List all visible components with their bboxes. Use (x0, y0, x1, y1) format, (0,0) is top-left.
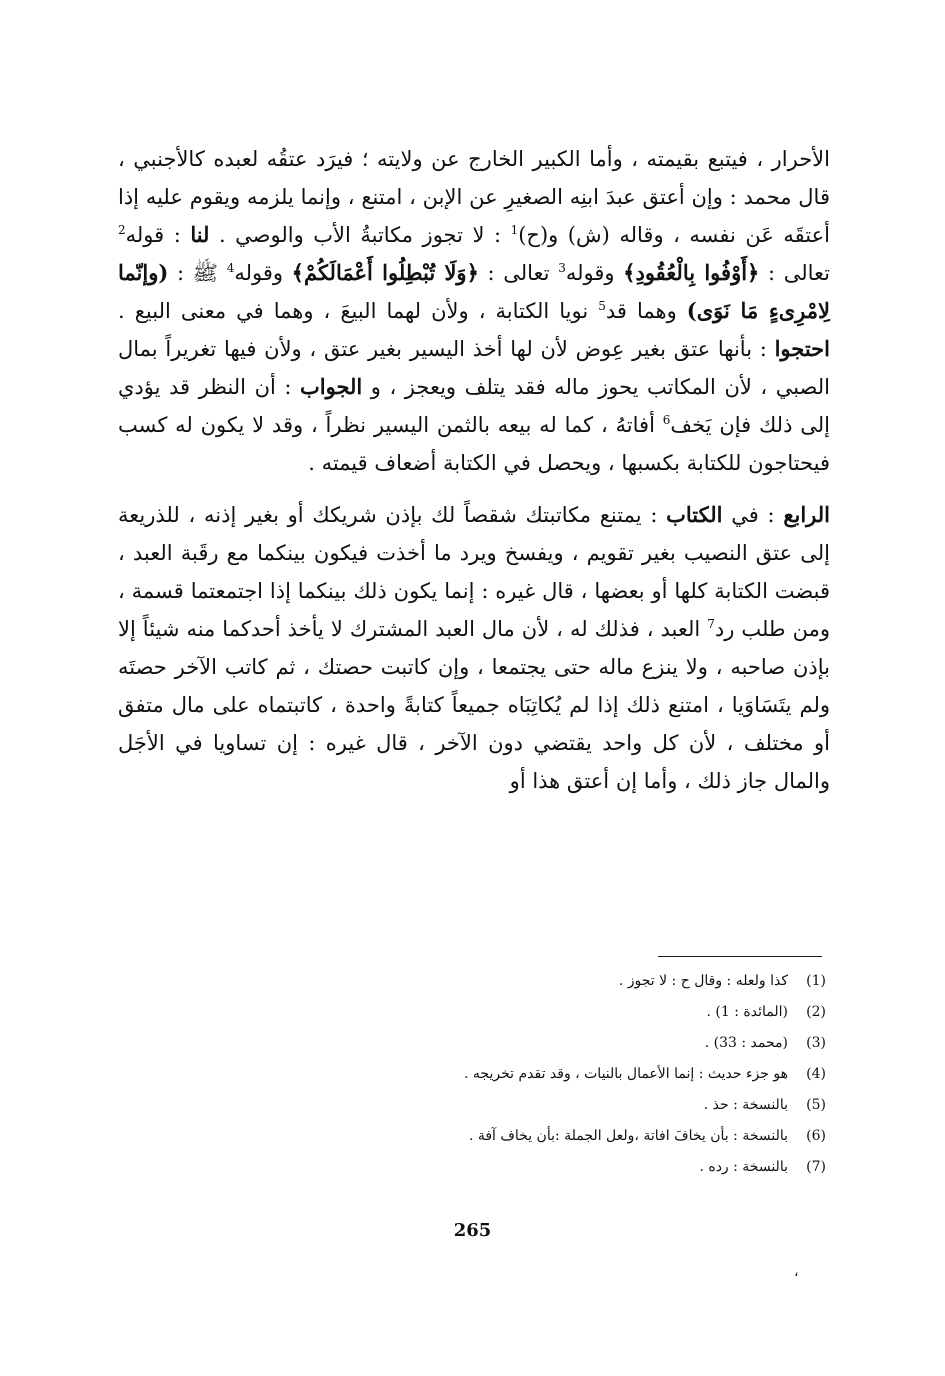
text-run: : يمتنع مكاتبتك شقصاً لك بإذن شريكك أو بغير إذنه ، للذريعة إلى عتق النصيب بغير تقويم ، ويفسخ ويرد ما أخذت فيكون بينكما مع رقَبة العبد ، قبضت الكتابة كلها أو بعضها ، قال غيره : إنما يكون ذلك بينكما إذا اجتمعتما قسمة ، ومن طلب رد (118, 503, 830, 641)
main-text (118, 140, 830, 800)
footnote (330, 1121, 826, 1152)
text-run: الأحرار ، فيتبع بقيمته ، وأما الكبير الخارج عن ولايته ؛ فيرَد عتقُه لعبده كالأجنبي ، قال محمد : وإن أعتق عبدَ ابنِه الصغيرِ عن الإبن ، امتنع ، وإنما يلزمه ويقوم عليه إذا أعتقَه عَن نفسه ، وقاله (ش) و(ح) (118, 147, 830, 247)
text-run: نويا الكتابة ، ولأن لهما البيعَ ، وهما في معنى البيع . (118, 299, 599, 323)
bold-term: احتجوا (774, 336, 830, 361)
text-run: : في (722, 503, 784, 527)
text-run: وقوله (565, 261, 624, 285)
footnote (330, 966, 826, 997)
footnotes (330, 966, 826, 1183)
footnote-text: بالنسخة : حذ . (703, 1097, 788, 1113)
footnote-ref: 6 (662, 413, 671, 427)
footnote-number: (7) (806, 1159, 826, 1175)
text-run: وقوله (234, 261, 292, 285)
paragraph-2 (118, 496, 830, 800)
text-run: تعالى : (478, 261, 559, 285)
footnote-text: كذا ولعله : وقال ح : لا تجوز . (618, 973, 788, 989)
bold-term: الجواب (300, 374, 363, 399)
hadith-quote: (وإنّما لِامْرِىءٍ مَا نَوَى) (118, 260, 830, 323)
text-run: وهما قد (605, 299, 687, 323)
footnote-number: (4) (806, 1066, 826, 1082)
footnote-number: (2) (806, 1004, 826, 1020)
footnote-ref: 2 (118, 223, 126, 237)
bold-term: لنا (190, 222, 210, 247)
footnote-text: (المائدة : 1) . (706, 1004, 788, 1020)
footnote (330, 1090, 826, 1121)
text-run: ﷺ : (168, 261, 227, 285)
quran-quote: ﴿أَوْفُوا بِالْعُقُودِ﴾ (623, 260, 760, 285)
paragraph-1 (118, 140, 830, 482)
footnote-ref: 3 (558, 261, 566, 275)
footnote-ref: 7 (707, 617, 715, 631)
footnote-separator (658, 956, 822, 957)
text-run: : قوله (125, 223, 191, 247)
footnote-text: هو جزء حديث : إنما الأعمال بالنيات ، وقد تقدم تخريجه . (464, 1066, 788, 1082)
footnote-number: (6) (806, 1128, 826, 1144)
bold-term: الكتاب (666, 502, 723, 527)
text-run: : لا تجوز مكاتبةُ الأب والوصي . (209, 223, 511, 247)
footnote-ref: 4 (226, 261, 235, 275)
footnote (330, 1152, 826, 1183)
footnote (330, 1028, 826, 1059)
page-number: 265 (453, 1220, 492, 1241)
footnote-number: (5) (806, 1097, 826, 1113)
text-run: أفاتهُ ، كما له بيعه بالثمن اليسير نظراً ، وقد لا يكون له كسب فيحتاجون للكتابة بكسبها ، ويحصل في الكتابة أضعاف قيمته . (118, 413, 830, 475)
footnote-ref: 5 (598, 299, 606, 313)
footnote-text: بالنسخة : بأن يخافَ افاتة ،ولعل الجملة :بأن يخاف آفة . (468, 1128, 788, 1144)
text-run: : أن النظر قد يؤدي إلى ذلك فإن يَخف (118, 375, 830, 437)
footnote-number: (1) (806, 973, 826, 989)
footnote-number: (3) (806, 1035, 826, 1051)
text-run: العبد ، فذلك له ، لأن مال العبد المشترك لا يأخذ أحدكما منه شيئاً إلا بإذن صاحبه ، ولا ينزع ماله حتى يجتمعا ، وإن كاتبت حصتك ، ثم كاتب الآخر حصتَه ولم يتَسَاوَيا ، امتنع ذلك إذا لم يُكاتِبَاه جميعاً كتابةً واحدة ، كاتبتماه على مال متفق أو مختلف ، لأن كل واحد يقتضي دون الآخر ، قال غيره : إن تساويا في الأجَل والمال جاز ذلك ، وأما إن أعتق هذا أو (118, 617, 830, 793)
quran-quote: ﴿وَلَا تُبْطِلُوا أَعْمَالَكُمْ﴾ (291, 260, 479, 285)
text-run: : بأنها عتق بغير عِوض لأن لها أخذ اليسير بغير عتق ، ولأن فيها تغريراً بمال الصبي ، لأن المكاتب يحوز ماله فقد يتلف ويعجز ، و (118, 337, 830, 399)
footnote-ref: 1 (510, 223, 519, 237)
corner-mark: ، (794, 1264, 799, 1280)
section-heading: الرابع (783, 502, 830, 527)
footnote-text: (محمد : 33) . (704, 1035, 788, 1051)
footnote (330, 997, 826, 1028)
text-run: تعالى : (759, 261, 830, 285)
footnote (330, 1059, 826, 1090)
footnote-text: بالنسخة : رده . (699, 1159, 788, 1175)
